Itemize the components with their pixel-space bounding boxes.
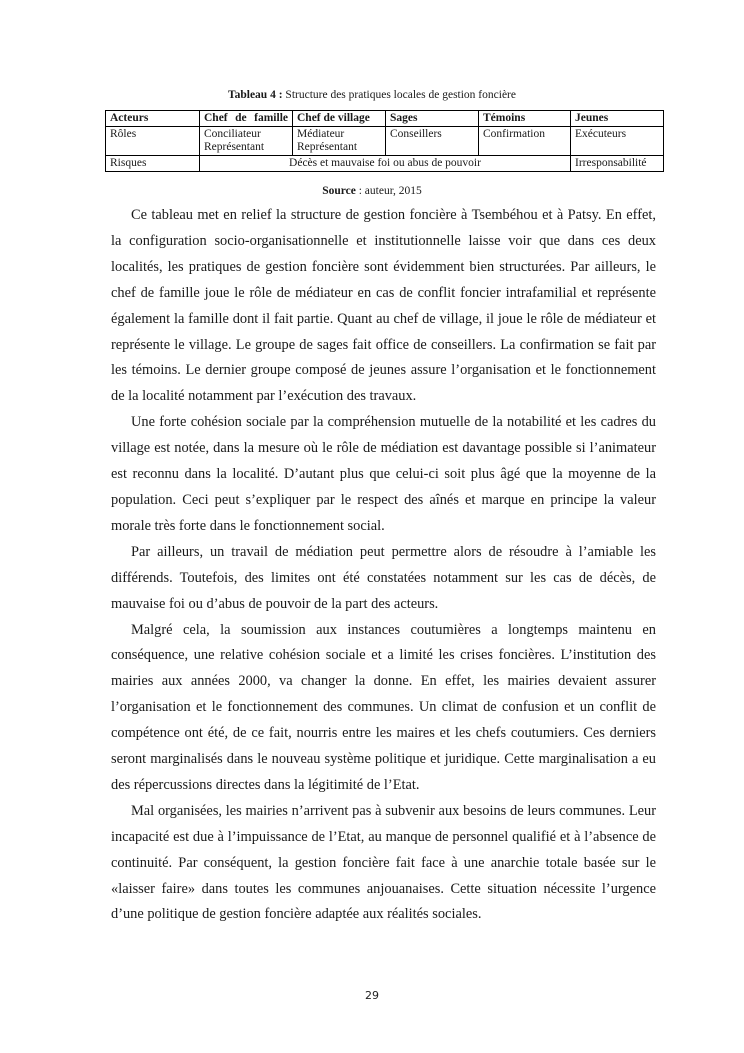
table-header-cell: Chef de famille — [200, 111, 293, 127]
table-header-row — [106, 111, 664, 127]
table-header-cell: Acteurs — [106, 111, 200, 127]
table-row-roles — [106, 127, 664, 156]
table-header-cell: Chef de village — [293, 111, 386, 127]
table-cell-temoins: Confirmation — [479, 127, 571, 156]
paragraph: Par ailleurs, un travail de médiation peut permettre alors de résoudre à l’amiable les différends. Toutefois, des limites ont été constatées notamment sur les cas de décès, de mauvaise foi ou d’abus de pouvoir de la part des acteurs. — [111, 543, 656, 612]
table-header-cell: Sages — [386, 111, 479, 127]
table-cell-risques-jeunes: Irresponsabilité — [571, 156, 664, 172]
body-text — [111, 203, 656, 928]
table-cell-risques-merged: Décès et mauvaise foi ou abus de pouvoir — [200, 156, 571, 172]
paragraph: Mal organisées, les mairies n’arrivent pas à subvenir aux besoins de leurs communes. Leur incapacité est due à l’impuissance de l’Etat, au manque de personnel qualifié et à l’absence de continuité. Par conséquent, la gestion foncière fait face à une anarchie totale basée sur le «laisser faire» dans toutes les communes anjouanaises. Cette situation nécessite l’urgence d’une politique de gestion foncière adaptée aux réalités sociales. — [111, 802, 656, 923]
table-source — [0, 184, 744, 198]
source-text: : auteur, 2015 — [355, 185, 422, 197]
table-cell-jeunes: Exécuteurs — [571, 127, 664, 156]
cell-line: Représentant — [297, 141, 358, 153]
table-cell-risques-label: Risques — [106, 156, 200, 172]
table-cell-chef-village — [293, 127, 386, 156]
table-header-cell: Témoins — [479, 111, 571, 127]
table-cell-roles-label: Rôles — [106, 127, 200, 156]
page-number: 29 — [365, 989, 379, 1002]
source-label: Source — [322, 185, 356, 197]
cell-line: Représentant — [204, 141, 265, 153]
table-cell-chef-famille — [200, 127, 293, 156]
table-caption-text: Structure des pratiques locales de gestion foncière — [282, 89, 516, 101]
paragraph: Une forte cohésion sociale par la compréhension mutuelle de la notabilité et les cadres du village est notée, dans la mesure où le rôle de médiation est davantage possible si l’animateur est reconnu dans la localité. D’autant plus que celui-ci soit plus âgé que la moyenne de la population. Ceci peut s’expliquer par le respect des aînés et marque en principe la valeur morale très forte dans le fonctionnement social. — [111, 414, 656, 534]
table-row-risques — [106, 156, 664, 172]
table-cell-sages: Conseillers — [386, 127, 479, 156]
cell-line: Médiateur — [297, 128, 345, 140]
paragraph: Ce tableau met en relief la structure de gestion foncière à Tsembéhou et à Patsy. En effet, la configuration socio-organisationnelle et institutionnelle laisse voir que dans ces deux localités, les pratiques de gestion foncière sont évidemment bien structurées. Par ailleurs, le chef de famille joue le rôle de médiateur en cas de conflit foncier intrafamilial et représente également la famille dont il fait partie. Quant au chef de village, il joue le rôle de médiateur et représente le village. Le groupe de sages fait office de conseillers. La confirmation se fait par les témoins. Le dernier groupe composé de jeunes assure l’organisation et le fonctionnement de la localité notamment par l’exécution des travaux. — [111, 207, 656, 405]
table-caption — [0, 88, 744, 102]
table-caption-label: Tableau 4 : — [228, 89, 283, 101]
cell-line: Conciliateur — [204, 128, 261, 140]
land-management-table — [105, 110, 664, 172]
table-header-cell: Jeunes — [571, 111, 664, 127]
paragraph: Malgré cela, la soumission aux instances coutumières a longtemps maintenu en conséquence, une relative cohésion sociale et a limité les crises foncières. L’institution des mairies aux années 2000, va changer la donne. En effet, les mairies devaient assurer l’organisation et le fonctionnement des communes. Un climat de confusion et un conflit de compétence ont été, de ce fait, nourris entre les maires et les chefs coutumiers. Ces derniers seront marginalisés dans le nouveau système politique et juridique. Cette marginalisation a eu des répercussions directes dans la légitimité de l’Etat. — [111, 621, 656, 793]
